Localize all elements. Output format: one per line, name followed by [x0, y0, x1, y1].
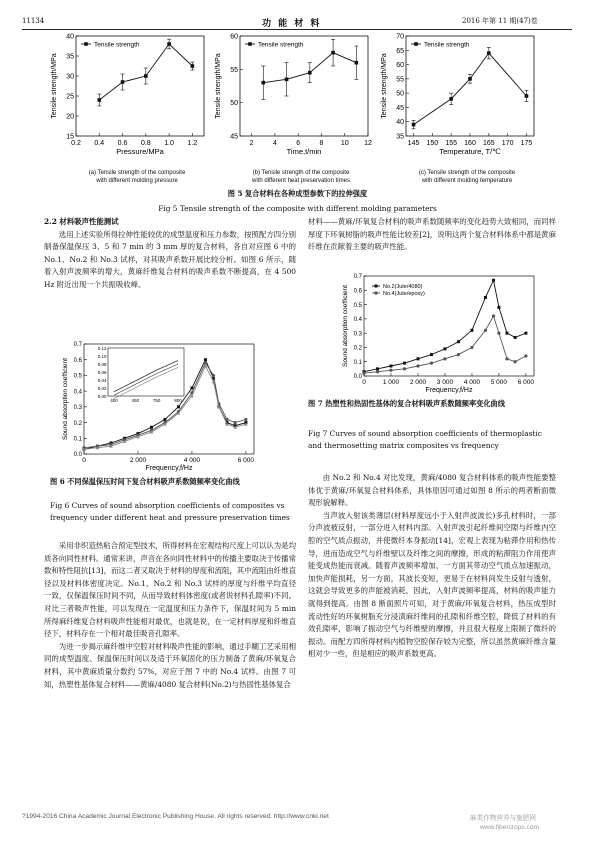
data-point — [190, 387, 193, 390]
data-point — [376, 370, 379, 373]
right-paragraph-3: 当声波入射该类薄层(材料厚度远小于入射声波波长)多孔材料时，一部分声波被反射，一部分进入材料内部。入射声波引起纤维间空隙与纤维内空腔的空气质点振动，并使微纤本身振动[14]，宏观上表现为粘滞作用和热传导，进而造成空气与纤维壁以及纤维之间的摩擦，形成的粘滞阻力作用使声能变成热能而衰减。随着声波频率增加，一方面其带动空气质点加速振动，加快声能损耗，另一方面，其波长变短，更易于在材料间发生反射与透射，这就会导致更多的声能被消耗，因此，入射声波频率提高，材料的吸声能力就得到提高。由图 8 断面照片可知，对于黄麻/环氧复合材料，热压成型时流动性好的环氧树脂充分浸渍麻纤维间的孔隙和纤维空腔，降低了材料的有效孔隙率，影响了振动空气与纤维壁的摩擦，并且很大程度上限制了微纤的振动。而配方四所得材料内植物空腔保存较为完整，所以虽然黄麻纤维含量相对少一些，但是相应的吸声系数更高。 — [308, 510, 556, 659]
fig5a-sub2: with different molding pressure — [96, 177, 178, 184]
right-paragraph-1: 材料——黄麻/环氧复合材料的吸声系数随频率的变化趋势大致相同，而同样厚度下环氧树脂的吸声性能比较差[2]，说明这两个复合材料体系中都是黄麻纤维在贡献着主要的吸声性能。 — [308, 217, 556, 252]
fig5c-subcaption — [392, 170, 542, 185]
fig5-caption-en: Fig 5 Tensile strength of the composite with different molding parameters — [158, 204, 437, 213]
legend-marker — [414, 42, 418, 46]
fig5-chart-b — [212, 32, 378, 192]
x-tick-label: 170 — [501, 140, 514, 147]
y-tick-label: 60 — [396, 62, 404, 70]
x-tick-label: 6 000 — [517, 379, 535, 386]
y-tick-label: 0.0 — [353, 374, 362, 381]
data-point — [403, 367, 406, 370]
data-point — [514, 360, 517, 363]
fig5-chart-a — [48, 32, 214, 192]
series-line — [414, 53, 527, 124]
plot-frame — [406, 36, 534, 136]
y-axis-label: Sound absorption coefficient — [342, 285, 349, 367]
section-heading: 2.2 材料吸声性能测试 — [44, 217, 119, 226]
x-tick-label: 145 — [407, 140, 420, 147]
y-tick-label: 0.4 — [73, 389, 82, 396]
x-tick-label: 5 000 — [490, 379, 508, 386]
y-tick-label: 0.2 — [73, 420, 82, 427]
y-tick-label: 25 — [66, 93, 74, 101]
data-point — [492, 314, 495, 317]
x-tick-label: 160 — [464, 140, 476, 147]
data-point — [285, 78, 289, 82]
data-point — [412, 123, 416, 127]
y-tick-label: 40 — [66, 33, 74, 41]
data-point — [150, 426, 153, 429]
x-tick-label: 165 — [482, 140, 495, 147]
y-tick-label: 30 — [66, 73, 74, 81]
data-point — [430, 353, 433, 356]
y-tick-label: 55 — [230, 66, 238, 74]
data-point — [212, 374, 215, 377]
data-point — [470, 346, 473, 349]
y-tick-label: 55 — [396, 76, 404, 84]
y-tick-label: 45 — [396, 104, 404, 112]
plot-frame — [76, 36, 204, 136]
x-tick-label: 155 — [445, 140, 458, 147]
data-point — [506, 332, 509, 335]
data-point — [308, 71, 312, 75]
y-tick-label: 0.5 — [353, 302, 362, 309]
inset-x-tick-label: 450 — [131, 398, 140, 403]
x-tick-label: 0.4 — [94, 140, 105, 147]
right-column-top — [308, 216, 556, 254]
left-paragraph-3: 为进一步揭示麻纤维中空腔对材料吸声性能的影响，通过手糊工艺采用相同的成型温度、保温保压时间以及适于环氧固化的压力制备了黄麻/环氧复合材料，其中黄麻质量分数约 57%，对应于图 7 中的 No.4 试样。由图 7 可知，热塑性基体复合材料——黄麻/4080 复合材料(No.2)与热固性基体复合 — [44, 641, 296, 689]
x-tick-label: 6 — [296, 140, 301, 147]
y-tick-label: 0.1 — [353, 359, 362, 366]
y-tick-label: 15 — [66, 133, 74, 141]
data-point — [492, 279, 495, 282]
legend-label: Tensile strength — [94, 41, 140, 49]
data-point — [376, 367, 379, 370]
legend-label: No.4(Jute/epoxy) — [383, 291, 425, 297]
x-tick-label: 2 000 — [129, 457, 147, 464]
data-point — [484, 329, 487, 332]
data-point — [331, 51, 335, 55]
data-point — [177, 405, 180, 408]
data-point — [167, 42, 171, 46]
data-point — [362, 372, 365, 375]
data-point — [389, 365, 392, 368]
legend-marker — [84, 42, 88, 46]
x-axis-label: Temperature, T/℃ — [439, 147, 501, 156]
y-tick-label: 20 — [66, 113, 74, 121]
y-axis-label: Tensile strength/MPa — [215, 53, 222, 119]
data-point — [443, 347, 446, 350]
x-tick-label: 1 000 — [382, 379, 400, 386]
x-tick-label: 1.0 — [164, 140, 174, 147]
fig5b-sub1: (b) Tensile strength of the composite — [252, 170, 350, 176]
x-tick-label: 2 000 — [409, 379, 427, 386]
data-point — [514, 336, 517, 339]
y-tick-label: 0.1 — [73, 436, 82, 443]
y-axis-label: Tensile strength/MPa — [381, 53, 388, 119]
y-tick-label: 40 — [396, 119, 404, 127]
data-point — [416, 364, 419, 367]
fig7-chart — [340, 272, 540, 402]
left-column-bottom — [44, 540, 296, 691]
left-paragraph-1: 选用上述实验所得拉伸性能较优的成型温度和压力参数，按照配方四分别制备保温保压 3、5 和 7 min 的 3 mm 厚的复合材料，各自对应图 6 中的 No.1、No.2 和 No.3 试样，对其吸声系数开展比较分析。如图 6 所示，随着入射声波频率的增大，黄麻纤维复合材料的吸声系数不断提高，在 4 500 Hz 附近出现一个共振吸收峰。 — [44, 229, 296, 289]
inset-x-tick-label: 750 — [152, 398, 161, 403]
issue-info: 2016 年第 11 期(47)卷 — [462, 17, 538, 25]
inset-y-tick-label: 0.10 — [97, 353, 107, 359]
x-tick-label: 175 — [520, 140, 533, 147]
copyright-line: ?1994-2016 China Academic Journal Electronic Publishing House. All rights reserved. http://www.cnki.net — [22, 813, 329, 820]
y-tick-label: 0.0 — [73, 452, 82, 459]
x-tick-label: 3 000 — [436, 379, 454, 386]
fig5-caption-cn: 图 5 复合材料在各种成型参数下的拉伸强度 — [227, 189, 368, 198]
journal-name: 功 能 材 料 — [262, 19, 322, 29]
fig6-caption-cn: 图 6 不同保温保压时间下复合材料吸声系数随频率变化曲线 — [50, 477, 240, 486]
right-paragraph-2: 由 No.2 和 No.4 对比发现，黄麻/4080 复合材料体系的吸声性能要整体优于黄麻/环氧复合材料体系，具体原因可通过如图 8 所示的两者断面微观形貌解释。 — [308, 473, 556, 508]
y-tick-label: 0.3 — [73, 405, 82, 412]
x-axis-label: Frequency,f/Hz — [425, 387, 473, 394]
data-point — [487, 51, 491, 55]
data-point — [244, 418, 247, 421]
data-point — [97, 98, 101, 102]
fig5a-sub1: (a) Tensile strength of the composite — [88, 170, 186, 176]
left-column-top — [44, 216, 296, 292]
y-tick-label: 70 — [396, 33, 404, 41]
fig5c-sub2: with different molding temperature — [421, 177, 513, 184]
legend-marker — [248, 42, 252, 46]
y-tick-label: 50 — [396, 90, 404, 98]
y-tick-label: 0.7 — [353, 274, 362, 281]
y-tick-label: 0.7 — [73, 342, 82, 349]
watermark-url: www.fibercrops.com — [480, 824, 539, 831]
y-tick-label: 0.2 — [353, 345, 362, 352]
page-number: 11134 — [22, 17, 45, 25]
data-point — [497, 306, 500, 309]
data-point — [505, 357, 508, 360]
fig6-caption-en: Fig 6 Curves of sound absorption coefficients of composites vs frequency under different heat and pressure preservation times — [50, 501, 290, 522]
y-tick-label: 0.6 — [353, 288, 362, 295]
x-tick-label: 8 — [319, 140, 324, 147]
data-point — [457, 340, 460, 343]
fig7-caption-cn: 图 7 热塑性和热固性基体的复合材料吸声系数随频率变化曲线 — [308, 399, 505, 408]
x-tick-label: 4 000 — [183, 457, 201, 464]
plot-frame — [240, 36, 368, 136]
y-axis-label: Tensile strength/MPa — [51, 53, 58, 119]
fig5b-sub2: with different heat preservation times — [252, 177, 350, 184]
y-tick-label: 0.3 — [353, 331, 362, 338]
data-point — [261, 81, 265, 85]
x-tick-label: 4 000 — [463, 379, 481, 386]
data-point — [484, 296, 487, 299]
x-tick-label: 1.2 — [187, 140, 198, 147]
inset-y-tick-label: 0.00 — [97, 393, 107, 399]
inset-y-tick-label: 0.02 — [97, 385, 107, 391]
y-axis-label: Sound absorption coefficient — [62, 358, 69, 440]
data-point — [497, 332, 500, 335]
data-point — [524, 354, 527, 357]
header-rule — [22, 29, 572, 30]
inset-y-tick-label: 0.12 — [97, 345, 107, 351]
data-point — [389, 369, 392, 372]
x-tick-label: 12 — [364, 140, 372, 147]
y-tick-label: 65 — [396, 47, 404, 55]
legend-label: Tensile strength — [258, 41, 304, 49]
y-tick-label: 60 — [230, 33, 238, 41]
fig6-chart — [60, 340, 260, 480]
y-tick-label: 0.6 — [73, 357, 82, 364]
fig5c-sub1: (c) Tensile strength of the composite — [418, 170, 516, 176]
x-tick-label: 0 — [82, 457, 86, 464]
inset-y-tick-label: 0.06 — [97, 369, 107, 375]
x-axis-label: Pressure/MPa — [116, 147, 164, 156]
data-point — [525, 94, 529, 98]
data-point — [430, 362, 433, 365]
x-tick-label: 0.2 — [71, 140, 81, 147]
data-point — [470, 329, 473, 332]
data-point — [449, 97, 453, 101]
y-tick-label: 0.5 — [73, 373, 82, 380]
fig5-chart-c — [378, 32, 544, 192]
data-point — [163, 418, 166, 421]
data-point — [468, 77, 472, 81]
x-tick-label: 10 — [340, 140, 349, 147]
data-point — [121, 80, 125, 84]
y-tick-label: 35 — [396, 133, 404, 141]
data-point — [403, 362, 406, 365]
y-tick-label: 35 — [66, 53, 74, 61]
x-tick-label: 0.6 — [117, 140, 128, 147]
fig5a-subcaption — [62, 170, 212, 185]
fig5b-subcaption — [226, 170, 376, 185]
y-tick-label: 0.4 — [353, 317, 362, 324]
data-point — [457, 353, 460, 356]
x-tick-label: 0 — [362, 379, 366, 386]
x-tick-label: 0.8 — [140, 140, 151, 147]
legend-marker — [375, 292, 378, 295]
data-point — [443, 357, 446, 360]
x-axis-label: Time,t/min — [286, 147, 322, 156]
x-axis-label: Frequency,f/Hz — [145, 465, 193, 472]
inset-x-tick-label: 400 — [110, 398, 118, 403]
data-point — [144, 74, 148, 78]
y-tick-label: 45 — [230, 133, 238, 141]
data-point — [416, 357, 419, 360]
right-column-bottom — [308, 472, 556, 661]
fig7-caption-en: Fig 7 Curves of sound absorption coefficients of thermoplastic and thermosetting matrix composites vs frequency — [308, 429, 542, 450]
x-tick-label: 2 — [249, 140, 254, 147]
legend-marker — [375, 285, 378, 288]
legend-label: Tensile strength — [424, 41, 470, 49]
x-tick-label: 4 — [272, 140, 277, 147]
data-point — [355, 61, 359, 65]
data-point — [225, 418, 228, 421]
left-paragraph-2: 采用非织造热粘合预定型技术，所得材料在宏观结构尺度上可以认为是均质各向同性材料。通常来讲，声音在各向同性材料中的传播主要取决于传播常数和特性阻抗[13]，而这二者又取决于材料的厚度和流阻，其中流阻由纤维直径以及材料体密度决定。No.1、No.2 和 No.3 试样的厚度与纤维平均直径一致，仅保温保压时间不同，从而导致材料体密度(或者说材料孔隙率)不同。对比三者吸声性能，可以发现在一定温度和压力条件下，保温时间为 5 min 所得麻纤维复合材料吸声性能相对最优，也就是说，在一定材料厚度和纤维直径下，材料存在一个相对最佳吸音孔隙率。 — [44, 541, 296, 639]
y-tick-label: 50 — [230, 100, 238, 108]
inset-y-tick-label: 0.08 — [97, 361, 107, 367]
data-point — [204, 358, 207, 361]
data-point — [524, 332, 527, 335]
x-tick-label: 6 000 — [237, 457, 255, 464]
data-point — [204, 361, 207, 364]
series-line — [364, 316, 526, 373]
watermark-cn: 麻类作物营养与施肥网 — [470, 815, 536, 822]
x-tick-label: 150 — [426, 140, 439, 147]
inset-x-tick-label: 800 — [174, 398, 182, 403]
legend-label: No.2(Jute/4080) — [383, 284, 423, 290]
inset-y-tick-label: 0.04 — [97, 377, 107, 383]
data-point — [191, 64, 195, 68]
data-point — [234, 421, 237, 424]
